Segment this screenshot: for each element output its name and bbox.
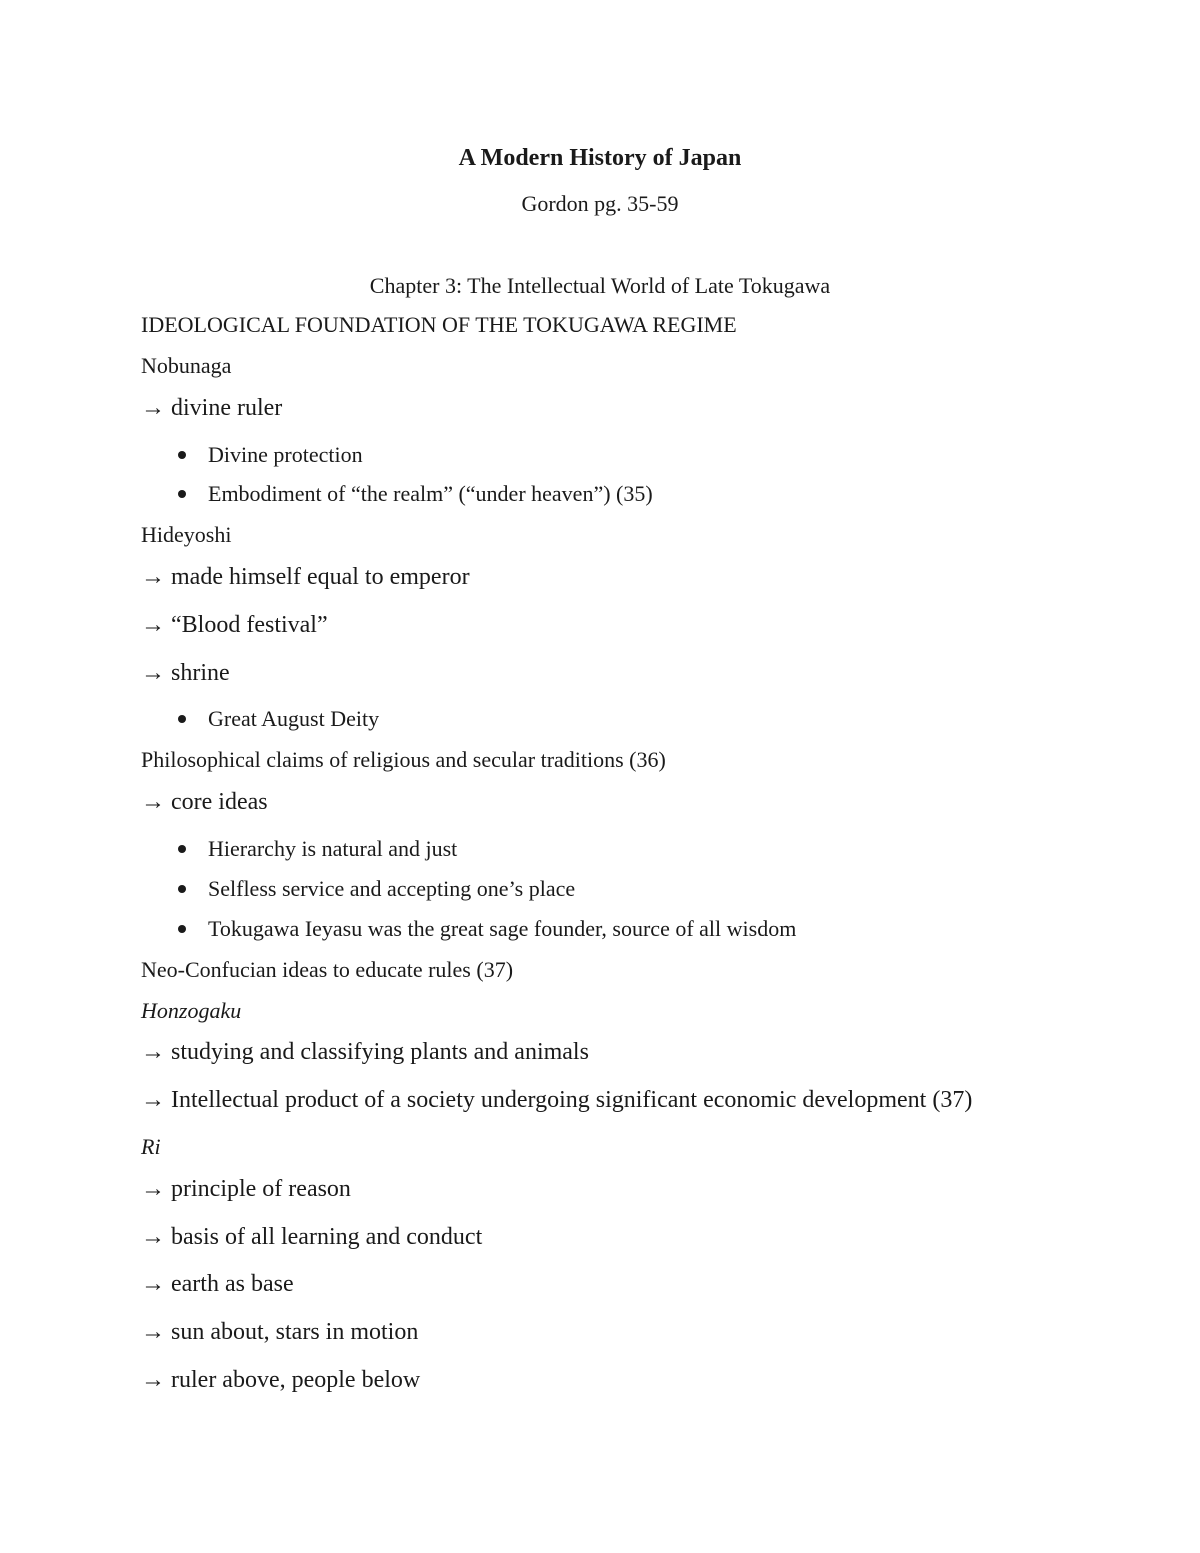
bullet-item <box>178 705 379 733</box>
topic-nobunaga: Nobunaga <box>141 353 232 378</box>
term-ri: Ri <box>141 1134 161 1159</box>
chapter-heading: Chapter 3: The Intellectual World of Late Tokugawa <box>369 273 831 298</box>
bullet-icon <box>178 845 186 853</box>
bullet-icon <box>178 715 186 723</box>
arrow-item: → core ideas <box>141 789 268 815</box>
bullet-item <box>178 915 796 943</box>
section-heading: IDEOLOGICAL FOUNDATION OF THE TOKUGAWA REGIME <box>141 312 737 337</box>
bullet-item <box>178 480 653 508</box>
arrow-item: → shrine <box>141 660 230 686</box>
bullet-text: Divine protection <box>208 442 363 467</box>
bullet-text: Embodiment of “the realm” (“under heaven”) (35) <box>208 481 653 506</box>
document-subtitle: Gordon pg. 35-59 <box>521 191 679 216</box>
topic-neo-confucian: Neo-Confucian ideas to educate rules (37) <box>141 957 514 982</box>
arrow-item: → divine ruler <box>141 395 283 421</box>
arrow-item: → basis of all learning and conduct <box>141 1224 483 1250</box>
arrow-item: → sun about, stars in motion <box>141 1319 419 1345</box>
document-title: A Modern History of Japan <box>458 145 742 171</box>
arrow-item: → principle of reason <box>141 1176 351 1202</box>
bullet-text: Great August Deity <box>208 706 380 731</box>
bullet-item <box>178 875 575 903</box>
arrow-item: → Intellectual product of a society undergoing significant economic development (37) <box>141 1087 973 1113</box>
arrow-item: → studying and classifying plants and animals <box>141 1039 589 1065</box>
bullet-icon <box>178 925 186 933</box>
arrow-item: → made himself equal to emperor <box>141 564 470 590</box>
arrow-item: → earth as base <box>141 1271 294 1297</box>
bullet-item <box>178 441 363 469</box>
arrow-item: → ruler above, people below <box>141 1367 421 1393</box>
arrow-item: → “Blood festival” <box>141 612 328 638</box>
bullet-text: Tokugawa Ieyasu was the great sage founder, source of all wisdom <box>208 916 797 941</box>
bullet-text: Hierarchy is natural and just <box>208 836 458 861</box>
bullet-item <box>178 835 457 863</box>
bullet-icon <box>178 490 186 498</box>
bullet-icon <box>178 451 186 459</box>
bullet-icon <box>178 885 186 893</box>
bullet-text: Selfless service and accepting one’s place <box>208 876 576 901</box>
topic-philosophical: Philosophical claims of religious and secular traditions (36) <box>141 747 666 772</box>
topic-hideyoshi: Hideyoshi <box>141 522 232 547</box>
term-honzogaku: Honzogaku <box>141 998 242 1023</box>
